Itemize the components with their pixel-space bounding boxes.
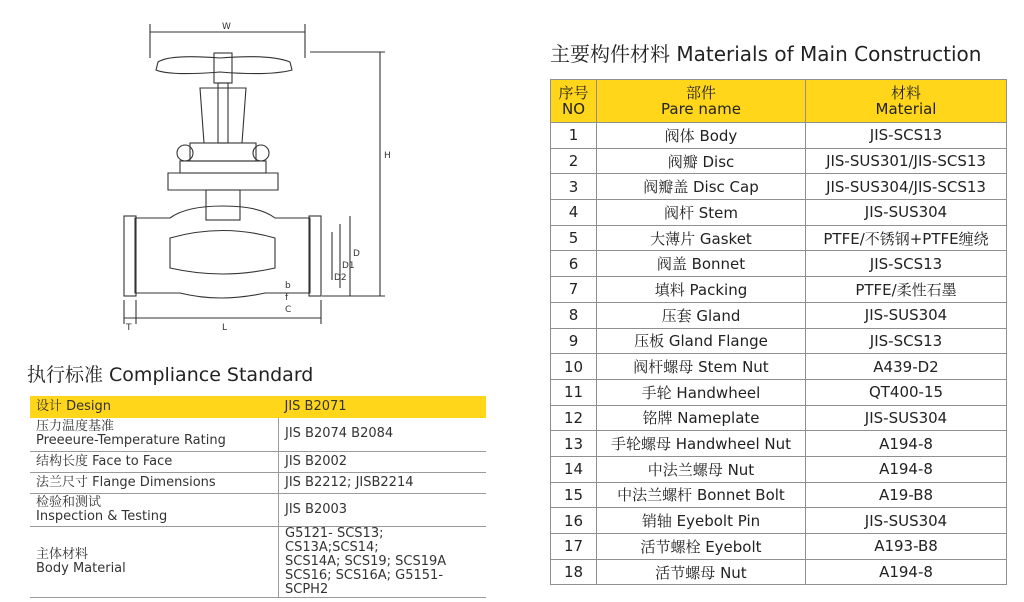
materials-row bbox=[551, 456, 1007, 482]
compliance-item: 结构长度 Face to Face bbox=[30, 451, 279, 472]
compliance-value: JIS B2003 bbox=[279, 493, 487, 526]
materials-row bbox=[551, 302, 1007, 328]
row-material: JIS-SCS13 bbox=[806, 251, 1007, 277]
row-part-name: 压板 Gland Flange bbox=[597, 328, 806, 354]
materials-row bbox=[551, 508, 1007, 534]
compliance-value: JIS B2074 B2084 bbox=[279, 418, 487, 451]
row-part-name: 中法兰螺杆 Bonnet Bolt bbox=[597, 482, 806, 508]
row-no: 13 bbox=[551, 431, 597, 457]
row-part-name: 阀瓣盖 Disc Cap bbox=[597, 174, 806, 200]
row-part-name: 阀体 Body bbox=[597, 123, 806, 149]
row-material: PTFE/柔性石墨 bbox=[806, 277, 1007, 303]
row-material: A194-8 bbox=[806, 456, 1007, 482]
row-part-name: 活节螺母 Nut bbox=[597, 559, 806, 585]
row-material: QT400-15 bbox=[806, 379, 1007, 405]
row-no: 10 bbox=[551, 354, 597, 380]
dim-label-t: T bbox=[126, 323, 132, 333]
materials-row bbox=[551, 405, 1007, 431]
dim-label-f: f bbox=[285, 293, 289, 303]
materials-row bbox=[551, 277, 1007, 303]
row-no: 8 bbox=[551, 302, 597, 328]
row-part-name: 阀杆螺母 Stem Nut bbox=[597, 354, 806, 380]
row-no: 12 bbox=[551, 405, 597, 431]
row-material: A194-8 bbox=[806, 431, 1007, 457]
row-no: 14 bbox=[551, 456, 597, 482]
row-part-name: 阀杆 Stem bbox=[597, 200, 806, 226]
materials-row bbox=[551, 431, 1007, 457]
dim-label-c: C bbox=[285, 305, 292, 315]
compliance-title: 执行标准 Compliance Standard bbox=[27, 364, 314, 386]
row-part-name: 阀盖 Bonnet bbox=[597, 251, 806, 277]
row-no: 16 bbox=[551, 508, 597, 534]
row-material: A193-B8 bbox=[806, 534, 1007, 560]
dim-label-l: L bbox=[222, 323, 228, 333]
valve-drawing bbox=[110, 18, 430, 338]
materials-row bbox=[551, 379, 1007, 405]
compliance-row bbox=[30, 451, 486, 472]
row-material: JIS-SUS304 bbox=[806, 405, 1007, 431]
row-material: JIS-SUS304/JIS-SCS13 bbox=[806, 174, 1007, 200]
row-no: 18 bbox=[551, 559, 597, 585]
compliance-item: 设计 Design bbox=[30, 396, 279, 418]
materials-row bbox=[551, 174, 1007, 200]
compliance-row bbox=[30, 472, 486, 493]
materials-row bbox=[551, 225, 1007, 251]
dim-label-d1: D1 bbox=[342, 261, 355, 271]
row-material: A194-8 bbox=[806, 559, 1007, 585]
dim-label-b: b bbox=[285, 281, 291, 291]
compliance-value: JIS B2212; JISB2214 bbox=[279, 472, 487, 493]
header-part-name: 部件 Pare name bbox=[597, 80, 806, 123]
row-part-name: 大薄片 Gasket bbox=[597, 225, 806, 251]
materials-row bbox=[551, 328, 1007, 354]
row-part-name: 填料 Packing bbox=[597, 277, 806, 303]
row-no: 11 bbox=[551, 379, 597, 405]
row-part-name: 手轮螺母 Handwheel Nut bbox=[597, 431, 806, 457]
row-no: 17 bbox=[551, 534, 597, 560]
row-part-name: 中法兰螺母 Nut bbox=[597, 456, 806, 482]
header-no: 序号 NO bbox=[551, 80, 597, 123]
dim-label-d2: D2 bbox=[334, 273, 347, 283]
materials-title: 主要构件材料 Materials of Main Construction bbox=[550, 42, 982, 66]
materials-row bbox=[551, 148, 1007, 174]
row-part-name: 活节螺栓 Eyebolt bbox=[597, 534, 806, 560]
compliance-item: 检验和测试 Inspection & Testing bbox=[30, 493, 279, 526]
compliance-value: G5121- SCS13; CS13A;SCS14; SCS14A; SCS19; SCS19A SCS16; SCS16A; G5151-SCPH2 bbox=[279, 526, 487, 597]
materials-row bbox=[551, 559, 1007, 585]
row-material: JIS-SUS304 bbox=[806, 302, 1007, 328]
row-no: 5 bbox=[551, 225, 597, 251]
row-material: JIS-SCS13 bbox=[806, 123, 1007, 149]
compliance-row bbox=[30, 396, 486, 418]
row-material: A19-B8 bbox=[806, 482, 1007, 508]
row-no: 6 bbox=[551, 251, 597, 277]
compliance-table bbox=[30, 396, 486, 598]
materials-row bbox=[551, 251, 1007, 277]
row-part-name: 阀瓣 Disc bbox=[597, 148, 806, 174]
row-material: PTFE/不锈钢+PTFE缠绕 bbox=[806, 225, 1007, 251]
materials-header-row bbox=[551, 80, 1007, 123]
row-no: 15 bbox=[551, 482, 597, 508]
row-material: JIS-SCS13 bbox=[806, 328, 1007, 354]
row-no: 7 bbox=[551, 277, 597, 303]
dim-label-h: H bbox=[384, 151, 391, 161]
compliance-row bbox=[30, 493, 486, 526]
dim-label-w: W bbox=[222, 22, 231, 32]
compliance-row bbox=[30, 526, 486, 597]
materials-row bbox=[551, 354, 1007, 380]
row-no: 9 bbox=[551, 328, 597, 354]
compliance-item: 压力温度基准 Preeeure-Temperature Rating bbox=[30, 418, 279, 451]
materials-row bbox=[551, 123, 1007, 149]
row-part-name: 手轮 Handwheel bbox=[597, 379, 806, 405]
materials-row bbox=[551, 482, 1007, 508]
row-part-name: 销轴 Eyebolt Pin bbox=[597, 508, 806, 534]
dim-label-d: D bbox=[353, 249, 360, 259]
materials-row bbox=[551, 200, 1007, 226]
row-material: JIS-SUS304 bbox=[806, 200, 1007, 226]
row-part-name: 铭牌 Nameplate bbox=[597, 405, 806, 431]
compliance-row bbox=[30, 418, 486, 451]
compliance-item: 主体材料 Body Material bbox=[30, 526, 279, 597]
row-part-name: 压套 Gland bbox=[597, 302, 806, 328]
row-material: JIS-SUS301/JIS-SCS13 bbox=[806, 148, 1007, 174]
row-no: 1 bbox=[551, 123, 597, 149]
compliance-value: JIS B2002 bbox=[279, 451, 487, 472]
row-material: JIS-SUS304 bbox=[806, 508, 1007, 534]
materials-table bbox=[550, 79, 1007, 585]
compliance-item: 法兰尺寸 Flange Dimensions bbox=[30, 472, 279, 493]
materials-row bbox=[551, 534, 1007, 560]
row-no: 3 bbox=[551, 174, 597, 200]
header-material: 材料 Material bbox=[806, 80, 1007, 123]
row-no: 4 bbox=[551, 200, 597, 226]
compliance-value: JIS B2071 bbox=[279, 396, 487, 418]
row-no: 2 bbox=[551, 148, 597, 174]
row-material: A439-D2 bbox=[806, 354, 1007, 380]
